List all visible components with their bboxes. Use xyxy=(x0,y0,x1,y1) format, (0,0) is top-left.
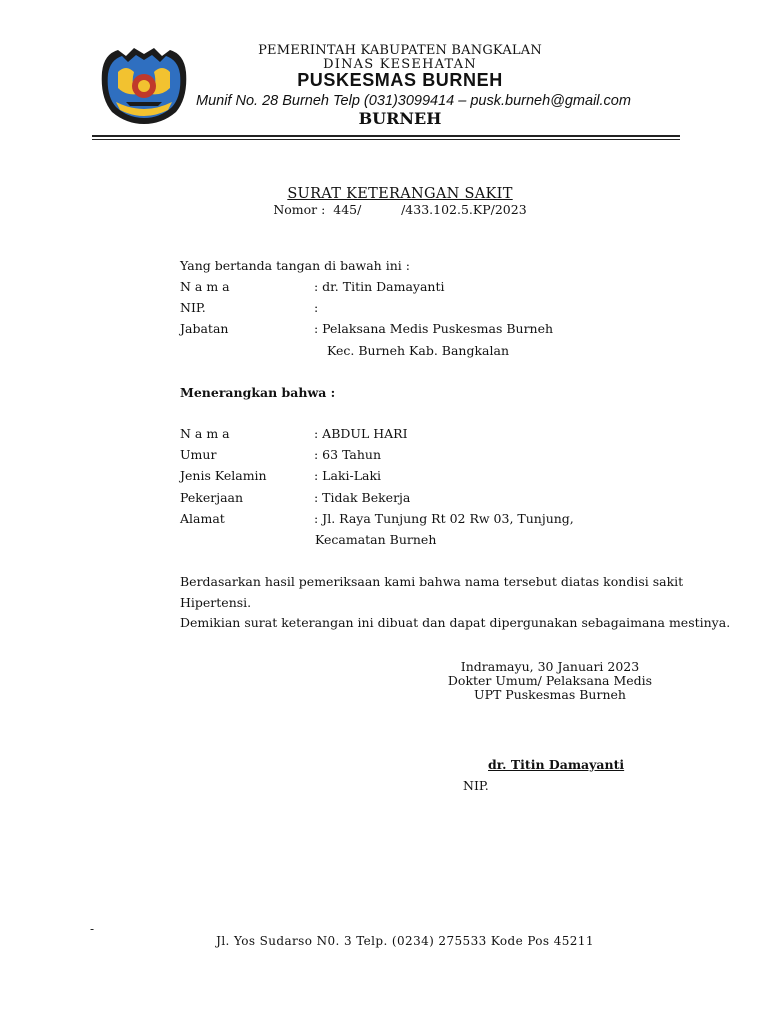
signer-name-value: : dr. Titin Damayanti xyxy=(314,279,445,294)
patient-age-value: : 63 Tahun xyxy=(314,447,382,462)
diagnosis-paragraph-line1: Berdasarkan hasil pemeriksaan kami bahwa nama tersebut diatas kondisi sakit xyxy=(180,574,684,589)
header-institution: PUSKESMAS BURNEH xyxy=(297,70,503,90)
patient-gender-label: Jenis Kelamin xyxy=(180,468,267,483)
signer-position-label: Jabatan xyxy=(180,321,229,336)
patient-name-label: N a m a xyxy=(180,426,230,441)
header-address: Munif No. 28 Burneh Telp (031)3099414 – pusk.burneh@gmail.com xyxy=(196,93,631,109)
statement-heading: Menerangkan bahwa : xyxy=(180,385,336,400)
patient-address-value: : Jl. Raya Tunjung Rt 02 Rw 03, Tunjung, xyxy=(314,511,574,526)
signer-nip-label: NIP. xyxy=(180,300,206,315)
intro-text: Yang bertanda tangan di bawah ini : xyxy=(180,258,410,273)
signature-organization: UPT Puskesmas Burneh xyxy=(474,687,626,702)
signature-nip: NIP. xyxy=(463,778,489,793)
signature-role: Dokter Umum/ Pelaksana Medis xyxy=(447,673,653,688)
patient-occupation-value: : Tidak Bekerja xyxy=(314,490,411,505)
document-title: SURAT KETERANGAN SAKIT xyxy=(287,186,513,202)
header-place: BURNEH xyxy=(358,109,442,128)
signature-place-date: Indramayu, 30 Januari 2023 xyxy=(460,659,640,674)
header-government: PEMERINTAH KABUPATEN BANGKALAN xyxy=(258,43,542,58)
header-department: DINAS KESEHATAN xyxy=(323,57,477,72)
puskesmas-logo-emblem-icon xyxy=(96,42,192,126)
patient-address-label: Alamat xyxy=(180,511,225,526)
document-number: Nomor : 445/ /433.102.5.KP/2023 xyxy=(273,202,527,217)
signer-name-label: N a m a xyxy=(180,279,230,294)
patient-name-value: : ABDUL HARI xyxy=(314,426,408,441)
patient-address-value-line2: Kecamatan Burneh xyxy=(315,532,437,547)
diagnosis-paragraph-line2: Hipertensi. xyxy=(180,595,252,610)
header-divider-thick xyxy=(92,135,680,137)
patient-age-label: Umur xyxy=(180,447,217,462)
patient-occupation-label: Pekerjaan xyxy=(180,490,244,505)
footer-mark: - xyxy=(90,922,95,936)
signature-name: dr. Titin Damayanti xyxy=(488,757,625,772)
signer-nip-value: : xyxy=(314,300,319,315)
closing-paragraph: Demikian surat keterangan ini dibuat dan dapat dipergunakan sebagaimana mestinya. xyxy=(180,615,731,630)
signer-position-value: : Pelaksana Medis Puskesmas Burneh xyxy=(314,321,554,336)
header-divider-thin xyxy=(92,139,680,140)
patient-gender-value: : Laki-Laki xyxy=(314,468,382,483)
signer-position-value-line2: Kec. Burneh Kab. Bangkalan xyxy=(327,343,509,358)
footer-address: Jl. Yos Sudarso N0. 3 Telp. (0234) 275533 Kode Pos 45211 xyxy=(216,934,594,948)
